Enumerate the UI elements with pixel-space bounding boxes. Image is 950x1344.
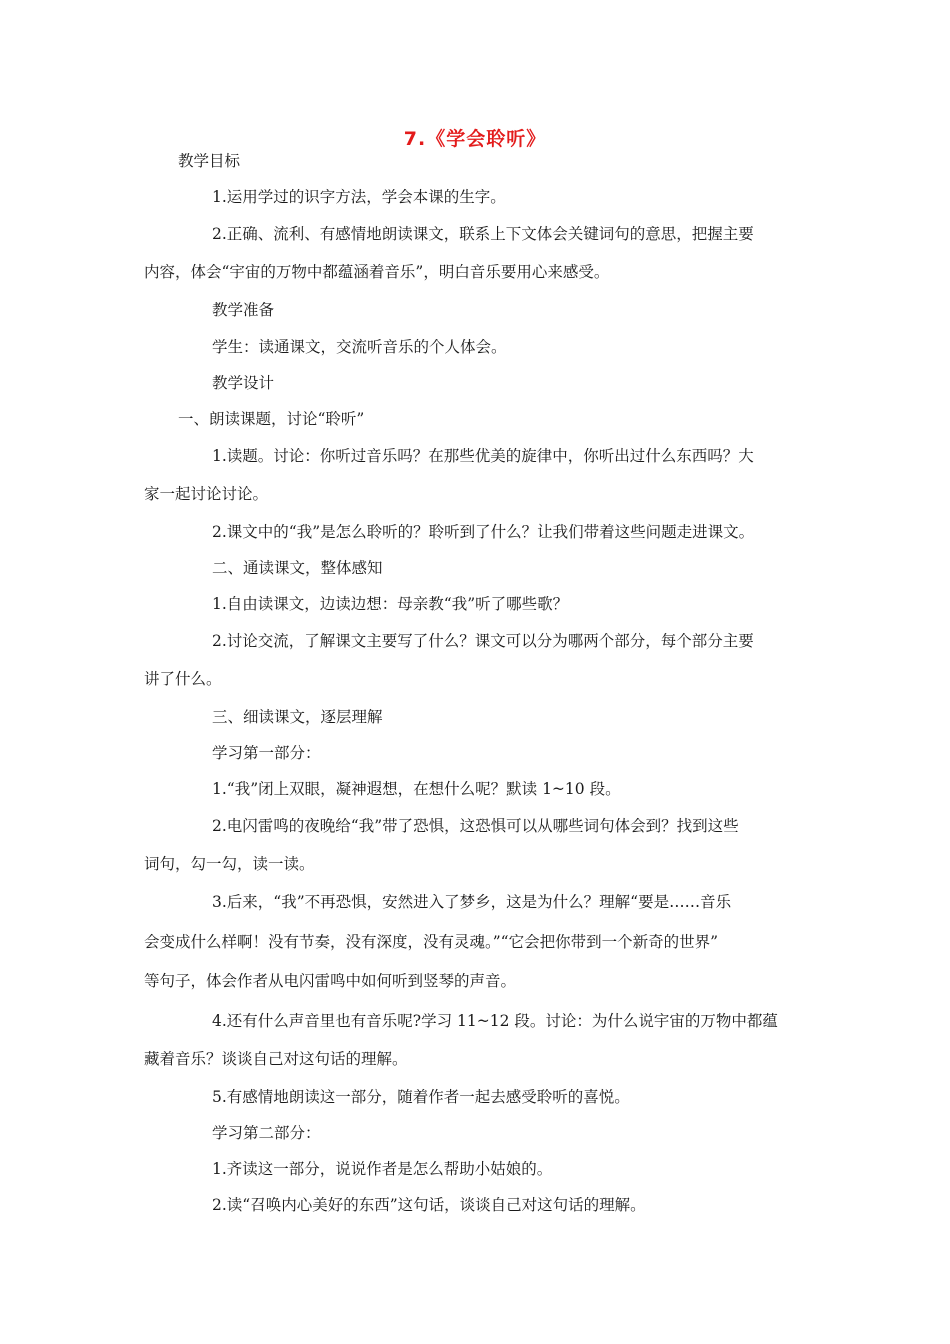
- subsection-heading-3: 三、细读课文，逐层理解: [212, 708, 383, 726]
- paragraph-line: 2.讨论交流，了解课文主要写了什么？课文可以分为哪两个部分，每个部分主要: [212, 632, 754, 650]
- subsection-heading-1: 一、朗读课题，讨论“聆听”: [178, 410, 365, 428]
- paragraph-line: 2.正确、流利、有感情地朗读课文，联系上下文体会关键词句的意思，把握主要: [212, 225, 754, 243]
- paragraph-line: 学生：读通课文，交流听音乐的个人体会。: [212, 338, 507, 356]
- paragraph-line: 等句子，体会作者从电闪雷鸣中如何听到竖琴的声音。: [144, 972, 517, 990]
- paragraph-line: 学习第二部分：: [212, 1124, 321, 1142]
- paragraph-line: 3.后来，“我”不再恐惧，安然进入了梦乡，这是为什么？理解“要是……音乐: [212, 893, 732, 911]
- paragraph-line: 家一起讨论讨论。: [144, 485, 269, 503]
- paragraph-line: 词句，勾一勾，读一读。: [144, 855, 315, 873]
- paragraph-line: 2.电闪雷鸣的夜晚给“我”带了恐惧，这恐惧可以从哪些词句体会到？找到这些: [212, 817, 739, 835]
- paragraph-line: 内容，体会“宇宙的万物中都蕴涵着音乐”，明白音乐要用心来感受。: [144, 263, 610, 281]
- paragraph-line: 会变成什么样啊！没有节奏，没有深度，没有灵魂。”“它会把你带到一个新奇的世界”: [144, 933, 719, 951]
- section-heading-preparation: 教学准备: [212, 301, 275, 319]
- paragraph-line: 5.有感情地朗读这一部分，随着作者一起去感受聆听的喜悦。: [212, 1088, 630, 1106]
- paragraph-line: 4.还有什么声音里也有音乐呢?学习 11~12 段。讨论：为什么说宇宙的万物中都蕴: [212, 1012, 778, 1030]
- document-title: 7.《学会聆听》: [403, 128, 547, 150]
- paragraph-line: 学习第一部分：: [212, 744, 321, 762]
- paragraph-line: 1.自由读课文，边读边想：母亲教“我”听了哪些歌？: [212, 595, 569, 613]
- paragraph-line: 1.读题。讨论：你听过音乐吗？在那些优美的旋律中，你听出过什么东西吗？大: [212, 447, 754, 465]
- paragraph-line: 1.齐读这一部分，说说作者是怎么帮助小姑娘的。: [212, 1160, 553, 1178]
- paragraph-line: 1.“我”闭上双眼，凝神遐想，在想什么呢？默读 1~10 段。: [212, 780, 621, 798]
- paragraph-line: 2.课文中的“我”是怎么聆听的？聆听到了什么？让我们带着这些问题走进课文。: [212, 523, 755, 541]
- paragraph-line: 讲了什么。: [144, 670, 222, 688]
- section-heading-objectives: 教学目标: [178, 152, 241, 170]
- paragraph-line: 藏着音乐？谈谈自己对这句话的理解。: [144, 1050, 408, 1068]
- paragraph-line: 2.读“召唤内心美好的东西”这句话，谈谈自己对这句话的理解。: [212, 1196, 646, 1214]
- subsection-heading-2: 二、通读课文，整体感知: [212, 559, 383, 577]
- paragraph-line: 1.运用学过的识字方法，学会本课的生字。: [212, 188, 506, 206]
- section-heading-design: 教学设计: [212, 374, 275, 392]
